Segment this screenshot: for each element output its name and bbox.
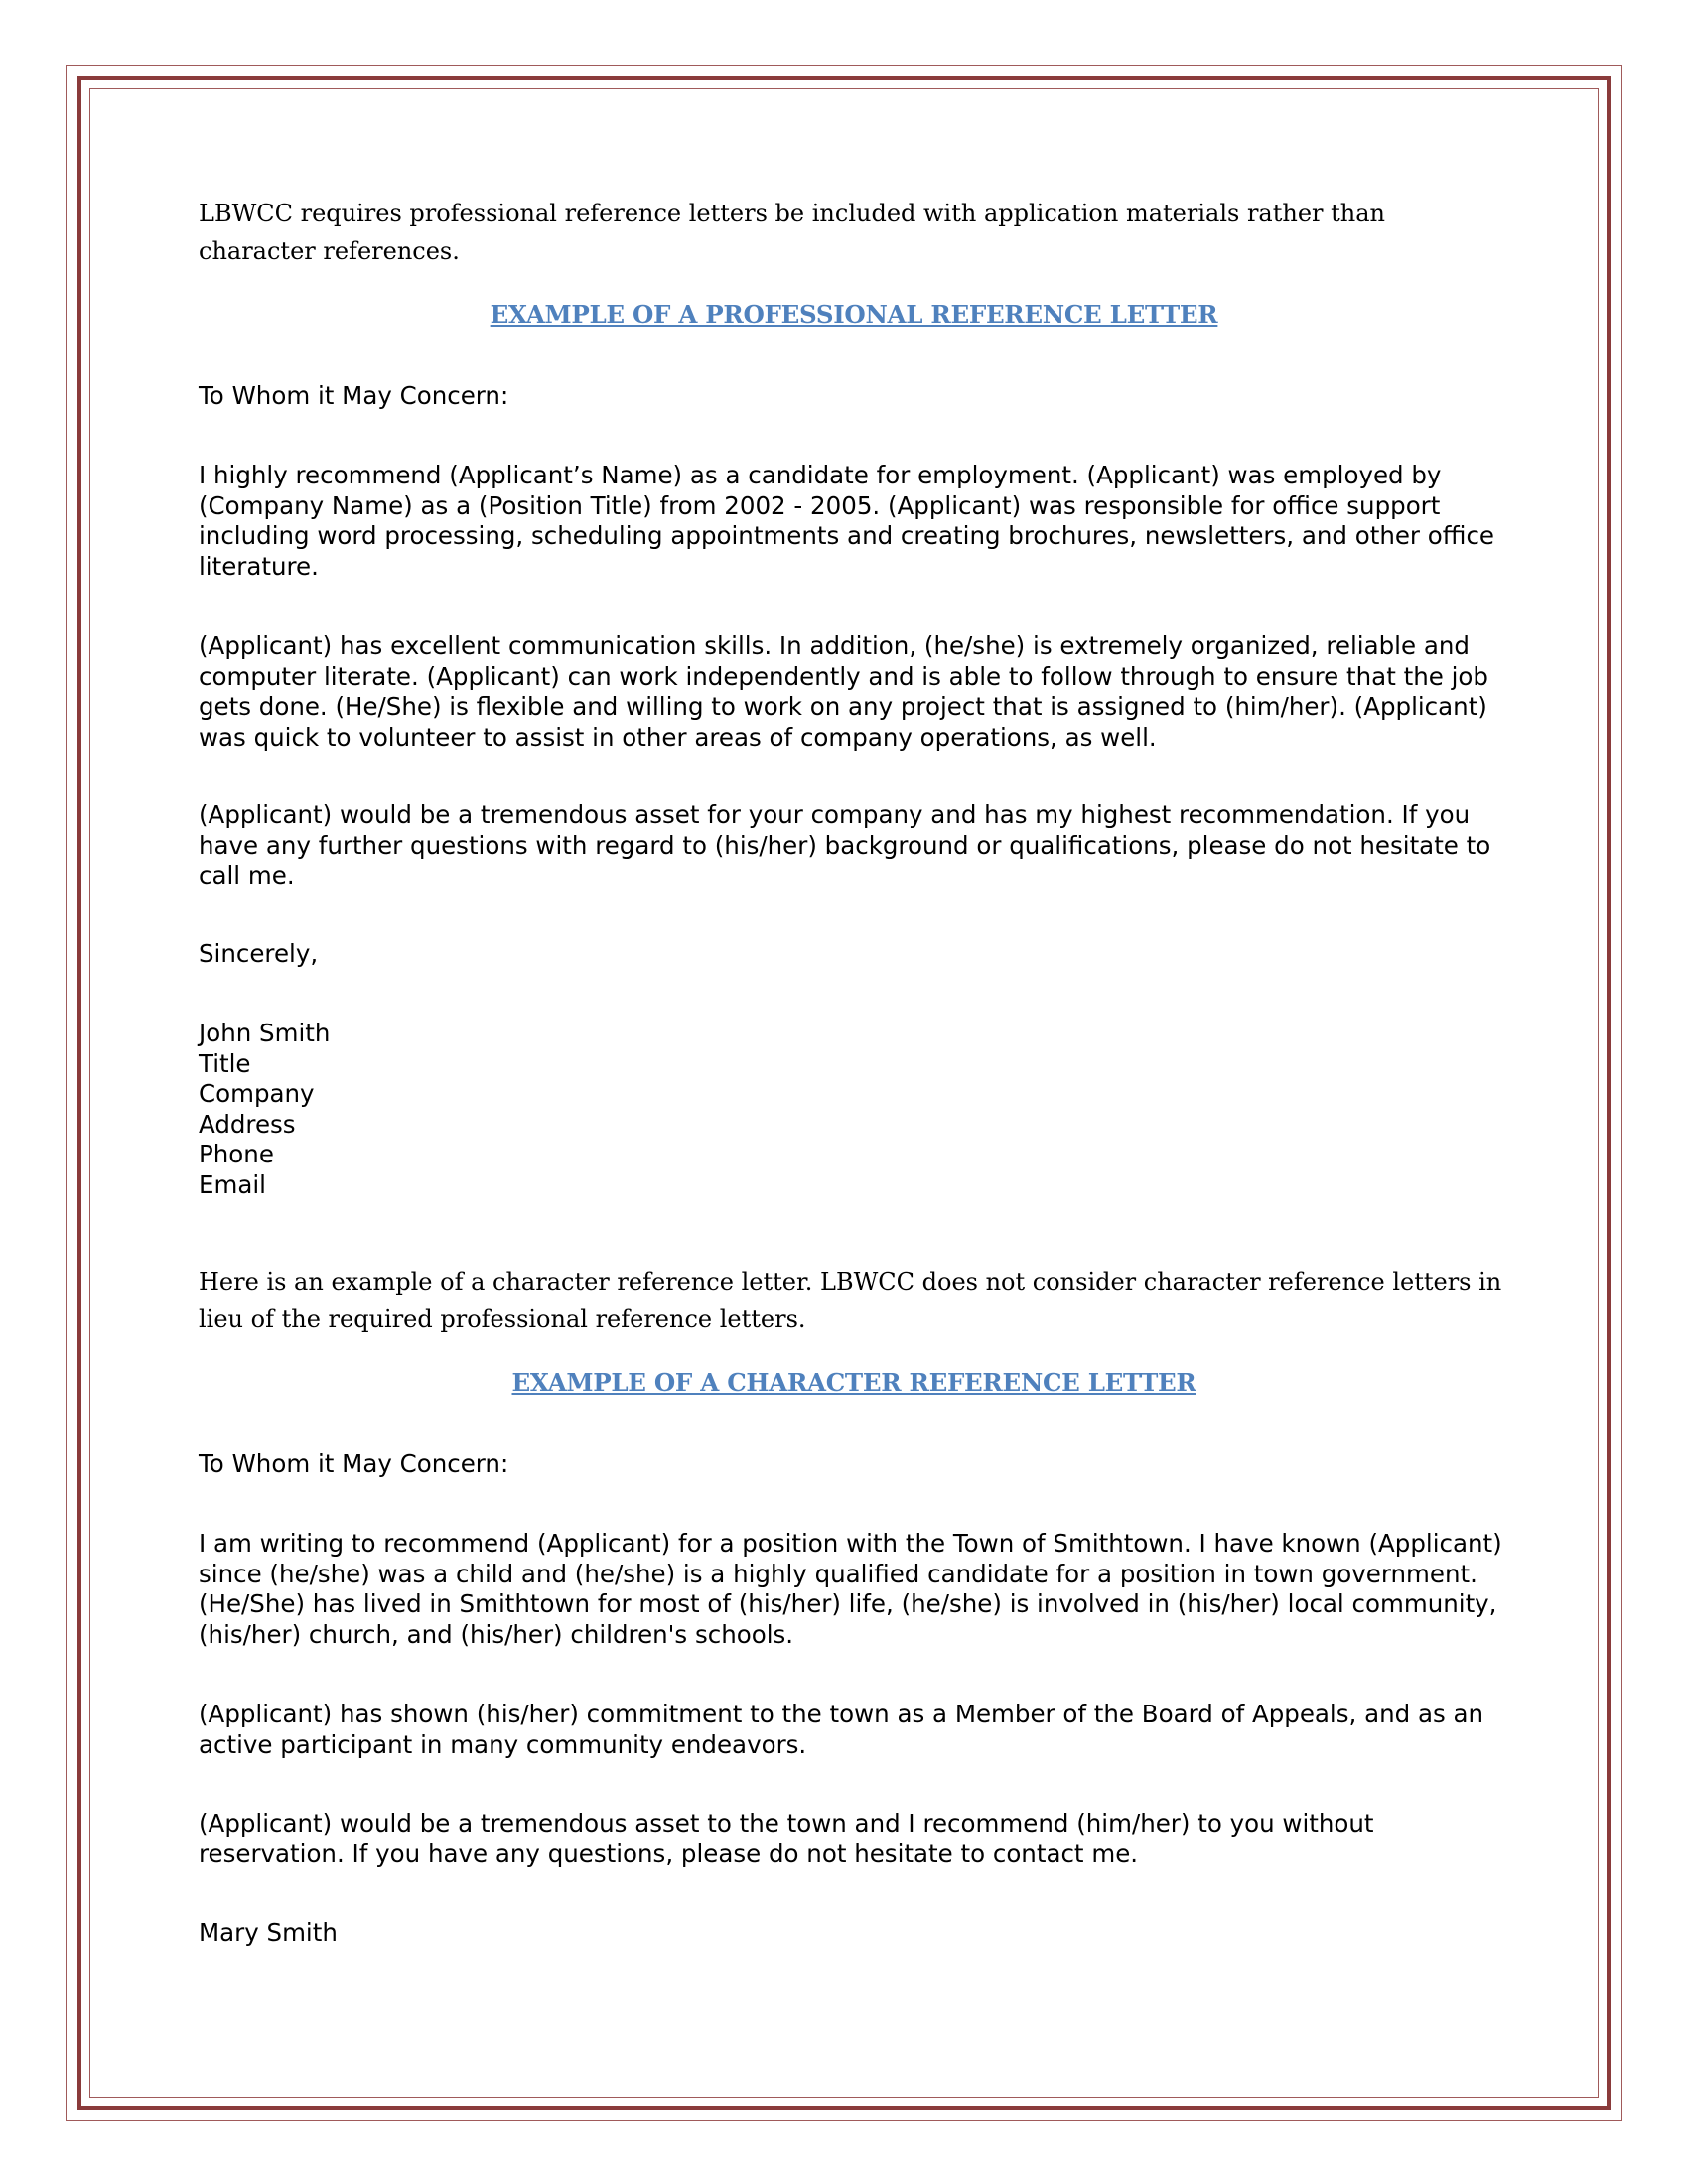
character-note: Here is an example of a character reference letter. LBWCC does not consider character reference letters in lieu of the required professional reference letters. (199, 1268, 1502, 1333)
signature-email: Email (199, 1169, 266, 1199)
professional-salutation: To Whom it May Concern: (199, 381, 509, 410)
character-paragraph-1: I am writing to recommend (Applicant) for a position with the Town of Smithtown. I have known (Applicant) since (he/she) was a child and (he/she) is a highly qualified candidate for a position in town government. (He/She) has lived in Smithtown for most of (his/her) life, (he/she) is involved in (his/her) local community, (his/her) church, and (his/her) children's schools. (199, 1529, 1502, 1649)
character-salutation: To Whom it May Concern: (199, 1449, 509, 1478)
character-paragraph-3: (Applicant) would be a tremendous asset to the town and I recommend (him/her) to you without reservation. If you have any questions, please do not hesitate to contact me. (199, 1809, 1374, 1868)
signature-phone: Phone (199, 1140, 274, 1168)
professional-paragraph-3: (Applicant) would be a tremendous asset for your company and has my highest recommendation. If you have any further questions with regard to (his/her) background or qualifications, please do not hesitate to call me. (199, 800, 1491, 889)
signature-address: Address (199, 1109, 296, 1139)
signature-company: Company (199, 1079, 315, 1108)
professional-paragraph-2: (Applicant) has excellent communication skills. In addition, (he/she) is extremely organized, reliable and computer literate. (Applicant) can work independently and is able to follow through to ensure that the job gets done. (He/She) is flexible and willing to work on any project that is assigned to (him/her). (Applicant) was quick to volunteer to assist in other areas of company operations, as well. (199, 631, 1488, 751)
professional-signature-block (199, 1019, 1509, 1200)
character-paragraph-2: (Applicant) has shown (his/her) commitment to the town as a Member of the Board of Appeals, and as an active participant in many community endeavors. (199, 1700, 1484, 1759)
professional-letter-heading: EXAMPLE OF A PROFESSIONAL REFERENCE LETTER (490, 300, 1218, 329)
character-letter-heading: EXAMPLE OF A CHARACTER REFERENCE LETTER (511, 1368, 1196, 1397)
professional-paragraph-1: I highly recommend (Applicant’s Name) as a candidate for employment. (Applicant) was employed by (Company Name) as a (Position Title) from 2002 - 2005. (Applicant) was responsible for office support including word processing, scheduling appointments and creating brochures, newsletters, and other office literature. (199, 461, 1494, 581)
character-signature: Mary Smith (199, 1918, 338, 1947)
signature-name: John Smith (199, 1019, 331, 1047)
signature-title: Title (199, 1048, 251, 1078)
professional-closing: Sincerely, (199, 939, 319, 968)
intro-note: LBWCC requires professional reference letters be included with application materials rather than character references. (199, 200, 1385, 265)
